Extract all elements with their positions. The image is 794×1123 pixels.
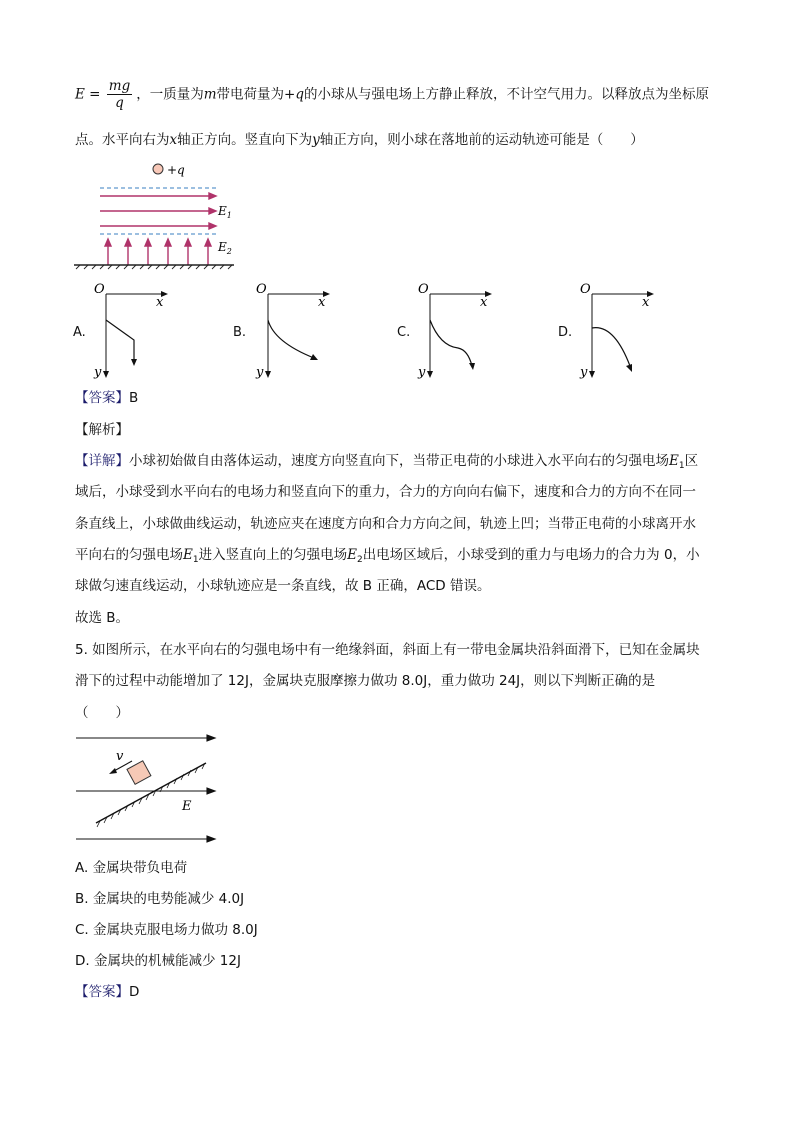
answer-tag: 【答案】 [75, 390, 129, 406]
trajectory-b [268, 320, 314, 358]
answer-value: D [129, 984, 140, 1000]
ball-charge-label: +q [167, 163, 185, 177]
y-axis-label: y [418, 365, 426, 380]
option-b-letter[interactable]: B. [233, 325, 247, 340]
q4-text-2b: 轴正方向。竖直向下为 [177, 132, 313, 148]
q5-answer-line [75, 982, 139, 1002]
field-e1-arrows [100, 193, 216, 229]
q5-option-d[interactable]: D. 金属块的机械能减少 12J [75, 953, 241, 969]
q4-detail-line-5: 球做匀速直线运动，小球轨迹应是一条直线，故 B 正确，ACD 错误。 [75, 578, 491, 594]
detail-text-4a: 平向右的匀强电场 [75, 547, 183, 563]
trajectory-d [592, 328, 630, 366]
x-axis-label: x [642, 295, 650, 310]
field-e1-label: $E_1$ [218, 204, 232, 220]
q4-detail-line-2: 域后，小球受到水平向右的电场力和竖直向下的重力，合力的方向向右偏下，速度和合力的方向不在同一 [75, 484, 696, 500]
q5-blank: （ ） [75, 705, 129, 721]
x-var: x [169, 132, 178, 148]
field-e2-label: $E_2$ [218, 240, 232, 256]
formula-lhs: E = [75, 86, 101, 103]
option-d-letter[interactable]: D. [558, 325, 573, 340]
x-axis-label: x [156, 295, 164, 310]
origin-label: O [580, 282, 591, 297]
q4-text-1b: 带电荷量为+ [216, 86, 296, 103]
y-axis-label: y [256, 365, 264, 380]
option-a-letter[interactable]: A. [73, 325, 86, 340]
field-label: E [182, 799, 192, 814]
x-axis-label: x [480, 295, 488, 310]
y-axis-label: y [580, 365, 588, 380]
q4-text-1c: 的小球从与强电场上方静止释放，不计空气用力。以释放点为坐标原 [304, 86, 709, 103]
q5-option-c[interactable]: C. 金属块克服电场力做功 8.0J [75, 922, 258, 938]
q4-text-2c: 轴正方向，则小球在落地前的运动轨迹可能是（ ） [319, 132, 644, 148]
y-axis-label: y [94, 365, 102, 380]
option-a-graph[interactable] [88, 280, 178, 380]
detail-tag: 【详解】 [75, 453, 129, 469]
option-c-graph[interactable] [412, 280, 502, 380]
q5-line-1: 5. 如图所示，在水平向右的匀强电场中有一绝缘斜面，斜面上有一带电金属块沿斜面滑下，已知在金属块 [75, 642, 700, 658]
trajectory-a [106, 320, 134, 362]
q4-answer-line [75, 388, 138, 408]
answer-value: B [129, 390, 139, 406]
origin-label: O [256, 282, 267, 297]
origin-label: O [94, 282, 105, 297]
option-c-letter[interactable]: C. [397, 325, 411, 340]
mass-var: m [203, 86, 217, 103]
q4-analysis-tag: 【解析】 [75, 422, 129, 438]
charged-ball-icon [153, 164, 163, 174]
option-b-graph[interactable] [250, 280, 340, 380]
detail-text-1a: 小球初始做自由落体运动，速度方向竖直向下，当带正电荷的小球进入水平向右的匀强电场 [129, 453, 669, 469]
q4-detail-line-4: 平向右的匀强电场$E_1$进入竖直向上的匀强电场$E_2$出电场区域后，小球受到的重力与电场力的合力为 0，小 [75, 547, 700, 565]
answer-tag: 【答案】 [75, 984, 129, 1000]
charge-var: q [295, 86, 304, 103]
q5-line-2: 滑下的过程中动能增加了 12J，金属块克服摩擦力做功 8.0J，重力做功 24J，则以下判断正确的是 [75, 673, 656, 689]
q4-text-2a: 点。水平向右为 [75, 132, 170, 148]
field-lines [76, 735, 215, 842]
q4-detail-line-3: 条直线上，小球做曲线运动，轨迹应夹在速度方向和合力方向之间，轨迹上凹；当带正电荷的小球离开水 [75, 516, 696, 532]
q4-conclusion: 故选 B。 [75, 610, 130, 626]
y-var: y [312, 132, 320, 148]
origin-label: O [418, 282, 429, 297]
detail-text-1b: 区 [684, 453, 699, 469]
electric-field-figure [70, 155, 250, 270]
trajectory-c [430, 320, 472, 366]
field-e2-arrows [105, 239, 211, 265]
detail-text-4b: 进入竖直向上的匀强电场 [198, 547, 348, 563]
formula-numerator: mg [108, 78, 131, 94]
detail-text-4c: 出电场区域后，小球受到的重力与电场力的合力为 0，小 [362, 547, 700, 563]
x-axis-label: x [318, 295, 326, 310]
q5-option-b[interactable]: B. 金属块的电势能减少 4.0J [75, 891, 245, 907]
q5-option-a[interactable]: A. 金属块带负电荷 [75, 860, 188, 876]
metal-block-icon [127, 761, 151, 785]
q4-detail-line-1: 【详解】小球初始做自由落体运动，速度方向竖直向下，当带正电荷的小球进入水平向右的匀强电场$E_1$区 [75, 453, 699, 471]
q4-line-2 [75, 130, 644, 150]
q4-text-1a: ，一质量为 [136, 86, 204, 103]
q4-line-1 [75, 78, 709, 111]
formula-denominator: q [115, 95, 124, 111]
velocity-label: v [116, 749, 124, 764]
formula-fraction [107, 78, 132, 111]
incline-field-figure [72, 728, 222, 848]
option-d-graph[interactable] [574, 280, 664, 380]
